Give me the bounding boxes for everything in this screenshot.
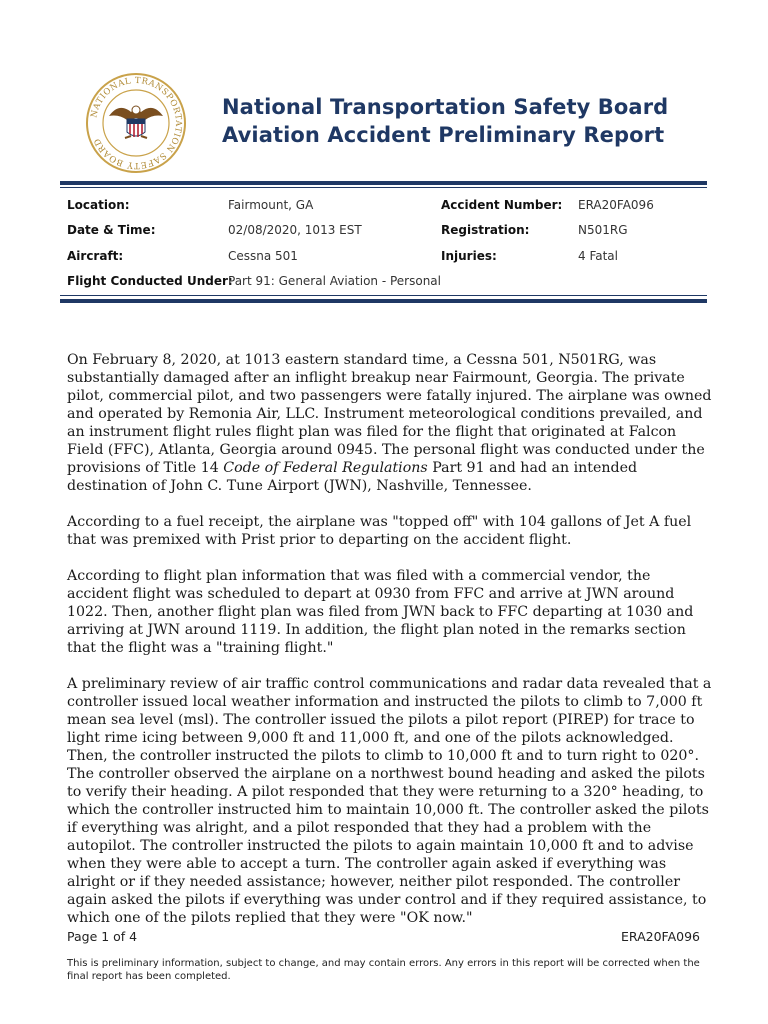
- svg-text:NATIONAL TRANSPORTATION SAFETY: NATIONAL TRANSPORTATION SAFETY BOARD: [89, 75, 184, 171]
- header-divider-top: [60, 181, 707, 185]
- disclaimer-note: This is preliminary information, subject to change, and may contain errors. Any errors in this report will be corrected when the final report has been completed.: [67, 958, 700, 982]
- paragraph-4: A preliminary review of air traffic control communications and radar data revealed that a controller issued local weather information and instructed the pilots to climb to 7,000 ft mean sea level (msl). The controller issued the pilots a pilot report (PIREP) for trace to light rime icing between 9,000 ft and 11,000 ft, and one of the pilots acknowledged. Then, the controller instructed the pilots to climb to 10,000 ft and to turn right to 020°. The controller observed the airplane on a northwest bound heading and asked the pilots to verify their heading. A pilot responded that they were returning to a 320° heading, to which the controller instructed him to maintain 10,000 ft. The controller asked the pilots if everything was alright, and a pilot responded that they had a problem with the autopilot. The controller instructed the pilots to again maintain 10,000 ft and to advise when they were able to accept a turn. The controller again asked if everything was alright or if they needed assistance; however, neither pilot responded. The controller again asked the pilots if everything was under control and if they required assistance, to which one of the pilots replied that they were "OK now.": [67, 676, 712, 926]
- report-body: [67, 351, 712, 945]
- report-title: [222, 93, 668, 149]
- injuries-value: 4 Fatal: [578, 249, 618, 263]
- paragraph-2: According to a fuel receipt, the airplane was "topped off" with 104 gallons of Jet A fuel that was premixed with Prist prior to departing on the accident flight.: [67, 514, 692, 548]
- paragraph-1-text-b: Part 91 and had an intended destination of John C. Tune Airport (JWN), Nashville, Tennessee.: [67, 460, 638, 494]
- injuries-label: Injuries:: [441, 249, 497, 263]
- eagle-icon: [109, 106, 163, 138]
- aircraft-label: Aircraft:: [67, 249, 124, 263]
- flight-conducted-value: Part 91: General Aviation - Personal: [228, 274, 441, 288]
- flight-conducted-label: Flight Conducted Under:: [67, 274, 233, 288]
- paragraph-1: [67, 351, 712, 495]
- details-divider-thin: [60, 295, 707, 296]
- title-line-2: Aviation Accident Preliminary Report: [222, 123, 665, 147]
- page-number: Page 1 of 4: [67, 929, 138, 944]
- registration-label: Registration:: [441, 223, 530, 237]
- datetime-label: Date & Time:: [67, 223, 156, 237]
- header-divider-top-thin: [60, 187, 707, 188]
- details-divider-bottom: [60, 299, 707, 303]
- location-value: Fairmount, GA: [228, 198, 314, 212]
- title-line-1: National Transportation Safety Board: [222, 95, 669, 119]
- accident-number-label: Accident Number:: [441, 198, 563, 212]
- location-label: Location:: [67, 198, 130, 212]
- registration-value: N501RG: [578, 223, 628, 237]
- ntsb-seal-logo: [85, 72, 187, 174]
- accident-number-value: ERA20FA096: [578, 198, 654, 212]
- datetime-value: 02/08/2020, 1013 EST: [228, 223, 362, 237]
- paragraph-3: According to flight plan information that was filed with a commercial vendor, the accident flight was scheduled to depart at 0930 from FFC and arrive at JWN around 1022. Then, another flight plan was filed from JWN back to FFC departing at 1030 and arriving at JWN around 1119. In addition, the flight plan noted in the remarks section that the flight was a "training flight.": [67, 568, 694, 656]
- paragraph-1-text-a: On February 8, 2020, at 1013 eastern standard time, a Cessna 501, N501RG, was substantially damaged after an inflight breakup near Fairmount, Georgia. The private pilot, commercial pilot, and two passengers were fatally injured. The airplane was owned and operated by Remonia Air, LLC. Instrument meteorological conditions prevailed, and an instrument flight rules flight plan was filed for the flight that originated at Falcon Field (FFC), Atlanta, Georgia around 0945. The personal flight was conducted under the provisions of Title 14: [67, 352, 712, 476]
- aircraft-value: Cessna 501: [228, 249, 298, 263]
- paragraph-1-italic: Code of Federal Regulations: [223, 460, 428, 476]
- footer-report-id: ERA20FA096: [621, 929, 700, 944]
